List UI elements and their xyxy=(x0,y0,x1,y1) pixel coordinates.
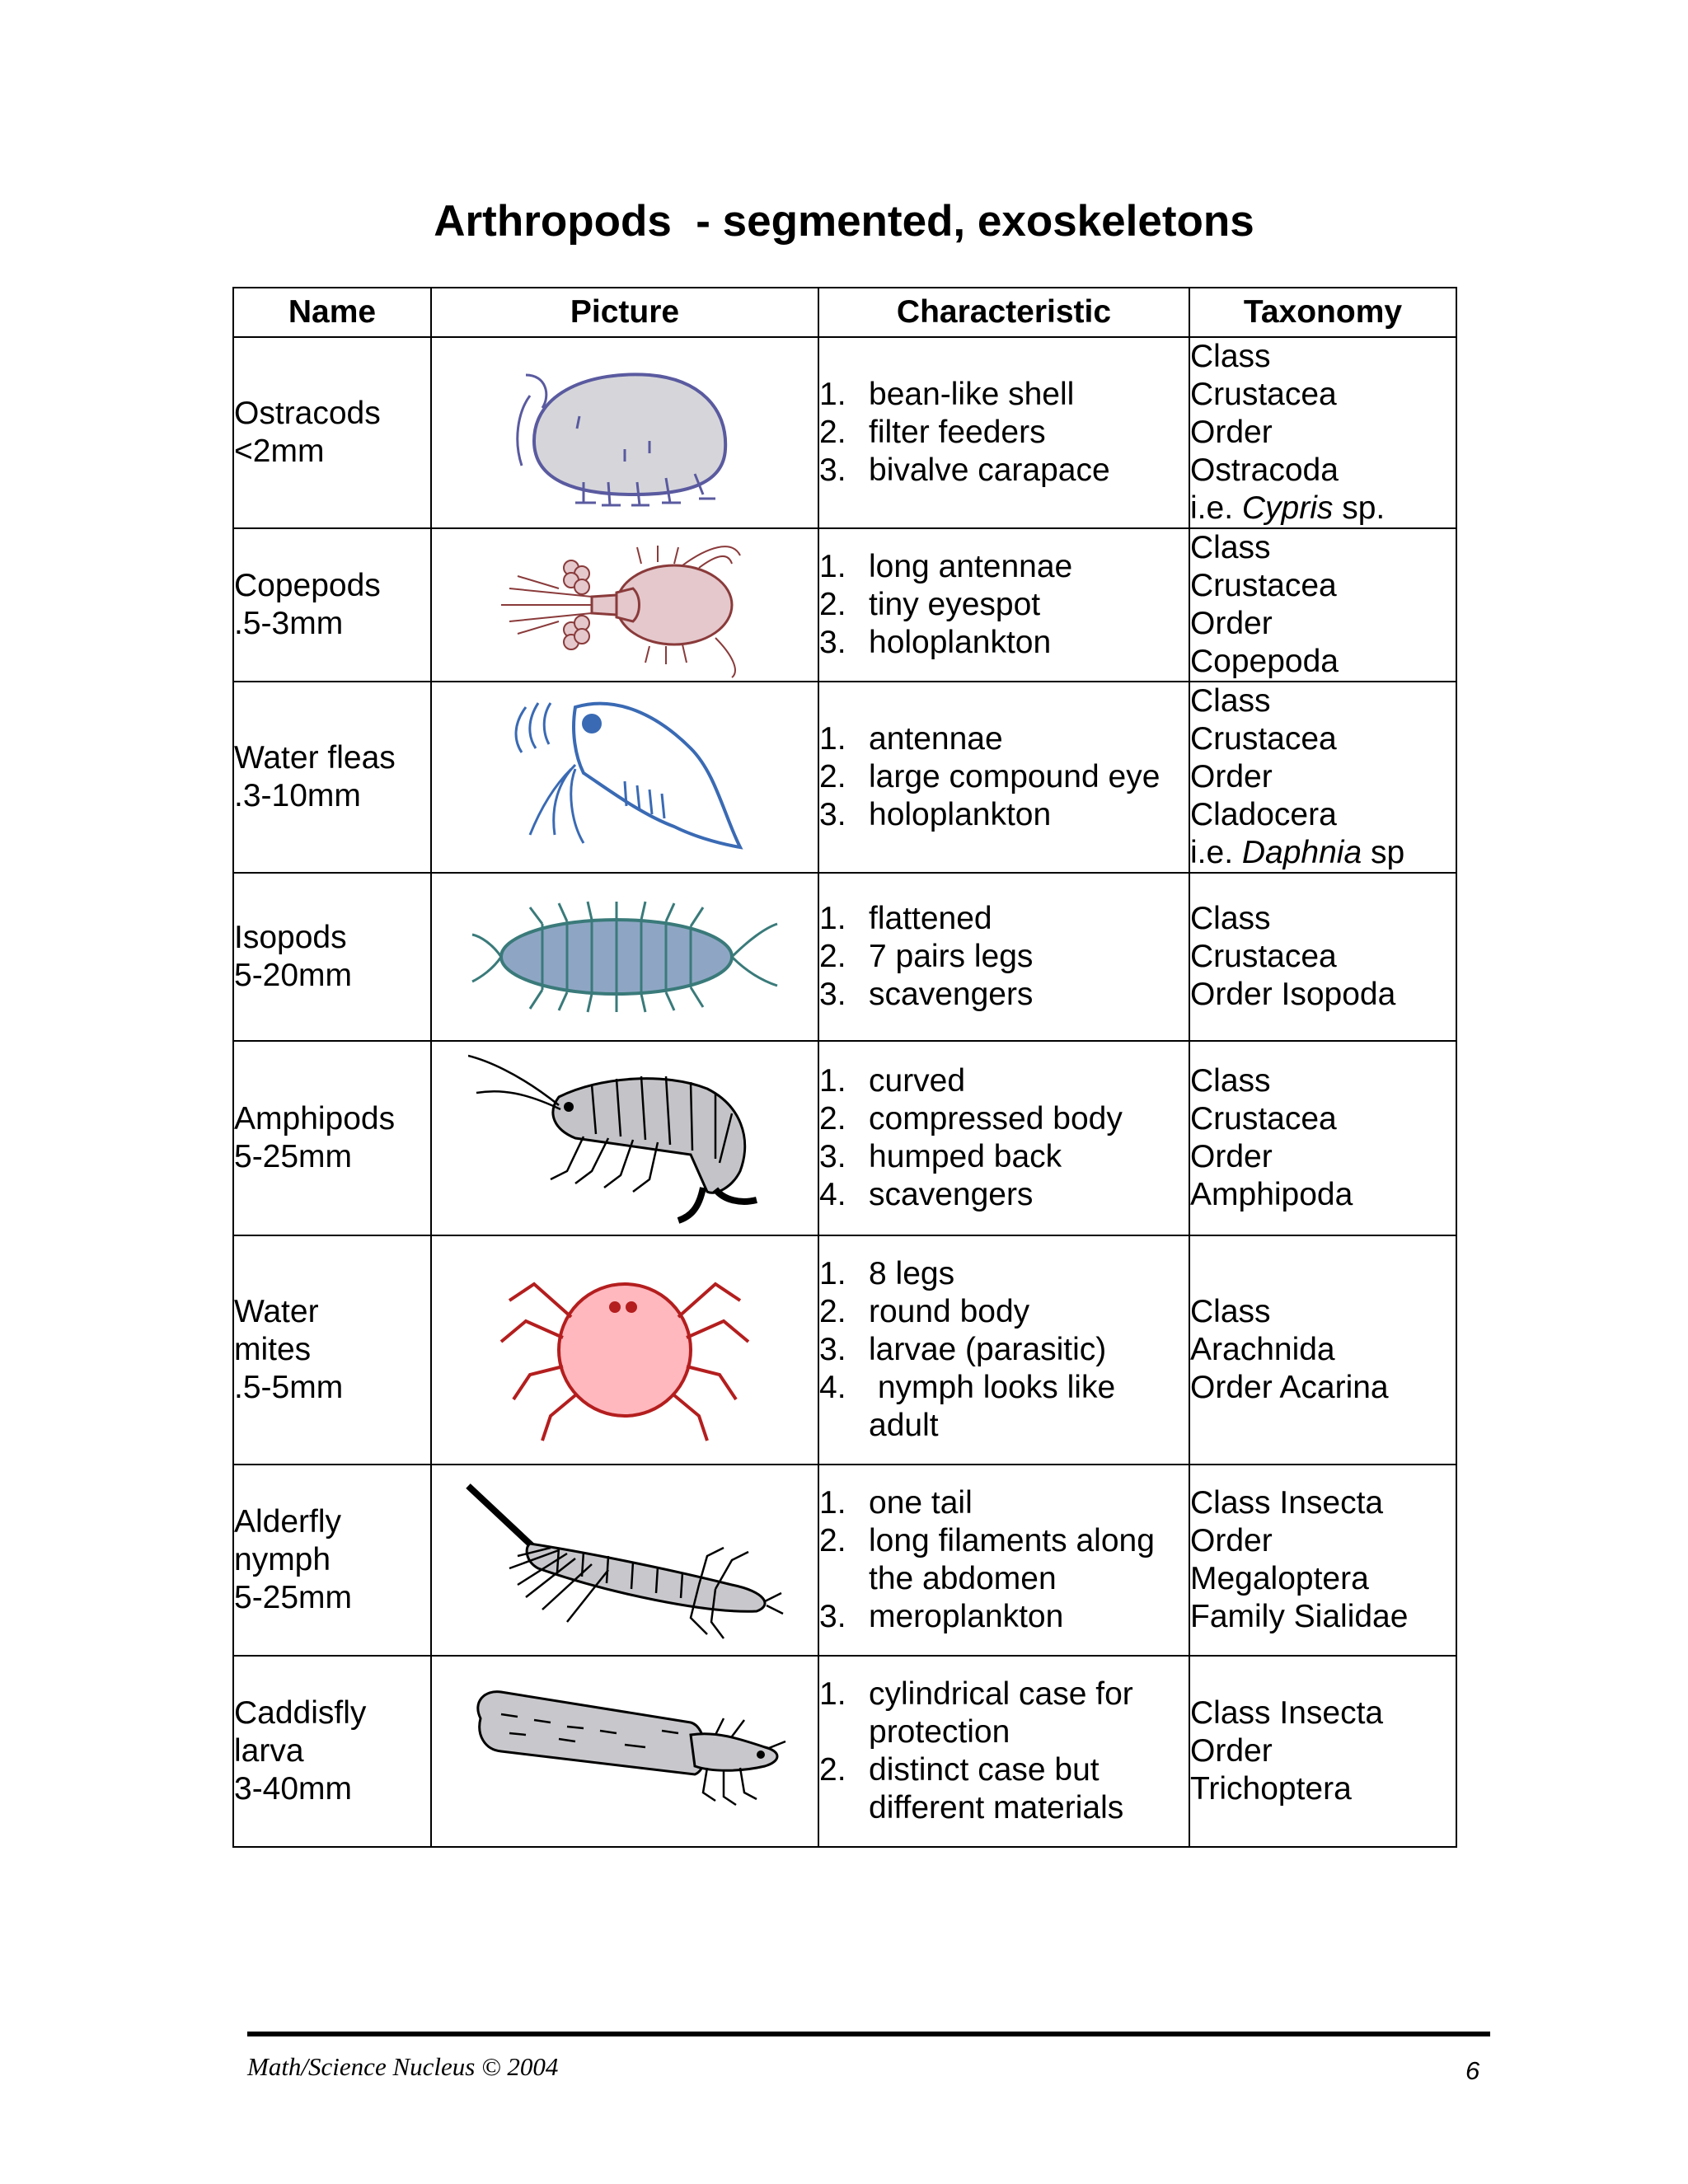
characteristic-item xyxy=(819,1331,1189,1369)
taxonomy-line: Class xyxy=(1190,1294,1271,1329)
name-cell xyxy=(233,1656,431,1847)
name-line: Copepods xyxy=(234,568,381,603)
page-title: Arthropods - segmented, exoskeletons xyxy=(434,197,1254,246)
footer-rule xyxy=(247,2032,1490,2036)
taxonomy-line: Order xyxy=(1190,1139,1273,1174)
item-number: 2. xyxy=(819,939,846,974)
taxonomy-cell xyxy=(1189,1656,1456,1847)
name-line: Ostracods xyxy=(234,396,381,431)
item-number: 1. xyxy=(819,901,846,936)
item-number: 1. xyxy=(819,721,846,757)
item-number: 1. xyxy=(819,549,846,584)
taxonomy-line: Class xyxy=(1190,901,1271,936)
item-number: 3. xyxy=(819,977,846,1012)
characteristic-item xyxy=(819,1522,1189,1598)
picture-cell xyxy=(431,873,818,1041)
example-genus-name: Daphnia xyxy=(1241,835,1362,870)
taxonomy-cell xyxy=(1189,337,1456,528)
taxonomy-line: Family Sialidae xyxy=(1190,1599,1409,1634)
item-text: bean-like shell xyxy=(869,377,1075,412)
name-line: <2mm xyxy=(234,434,325,469)
characteristic-item xyxy=(819,720,1189,758)
characteristic-item xyxy=(819,796,1189,834)
item-number: 2. xyxy=(819,587,846,622)
taxonomy-line: Trichoptera xyxy=(1190,1771,1352,1807)
item-number: 4. xyxy=(819,1177,846,1212)
characteristic-item xyxy=(819,1369,1189,1445)
taxonomy-cell xyxy=(1189,682,1456,873)
taxonomy-line: Amphipoda xyxy=(1190,1177,1353,1212)
item-text: cylindrical case for protection xyxy=(869,1676,1142,1750)
name-line: Caddisfly xyxy=(234,1695,367,1731)
isopod-drawing xyxy=(468,895,781,1019)
ostracod-drawing xyxy=(501,350,748,515)
item-number: 3. xyxy=(819,797,846,832)
picture-cell xyxy=(431,1041,818,1235)
page-number: 6 xyxy=(1465,2056,1480,2085)
taxonomy-line: Cladocera xyxy=(1190,797,1337,832)
taxonomy-line: Ostracoda xyxy=(1190,452,1339,488)
name-cell xyxy=(233,873,431,1041)
item-text: nymph looks like adult xyxy=(869,1370,1124,1443)
characteristic-item xyxy=(819,1138,1189,1176)
picture-cell xyxy=(431,528,818,682)
example-suffix: sp xyxy=(1362,835,1405,870)
item-text: tiny eyespot xyxy=(869,587,1041,622)
item-number: 3. xyxy=(819,1599,846,1634)
characteristic-item xyxy=(819,1598,1189,1636)
table-row xyxy=(233,1656,1456,1847)
characteristic-cell xyxy=(818,337,1189,528)
taxonomy-line: Copepoda xyxy=(1190,644,1339,679)
arthropod-table xyxy=(232,287,1457,1848)
item-number: 4. xyxy=(819,1370,846,1405)
footer-publisher: Math/Science Nucleus © 2004 xyxy=(247,2052,559,2081)
example-prefix: i.e. xyxy=(1190,835,1242,870)
item-text: one tail xyxy=(869,1485,973,1521)
taxonomy-line: Class Insecta xyxy=(1190,1695,1384,1731)
item-text: large compound eye xyxy=(869,759,1160,794)
example-genus xyxy=(1190,834,1456,872)
taxonomy-cell xyxy=(1189,1235,1456,1465)
header-row xyxy=(233,288,1456,337)
characteristic-item xyxy=(819,976,1189,1014)
taxonomy-cell xyxy=(1189,1041,1456,1235)
taxonomy-cell xyxy=(1189,873,1456,1041)
characteristic-cell xyxy=(818,528,1189,682)
item-text: long filaments along the abdomen xyxy=(869,1523,1164,1596)
item-text: holoplankton xyxy=(869,797,1052,832)
item-text: scavengers xyxy=(869,977,1034,1012)
name-cell xyxy=(233,1041,431,1235)
name-line: Water fleas xyxy=(234,740,396,776)
item-text: meroplankton xyxy=(869,1599,1064,1634)
table-row xyxy=(233,682,1456,873)
characteristic-cell xyxy=(818,1041,1189,1235)
item-text: scavengers xyxy=(869,1177,1034,1212)
amphipod-drawing xyxy=(468,1047,781,1229)
name-line: .5-3mm xyxy=(234,606,344,641)
characteristic-cell xyxy=(818,1235,1189,1465)
alderfly-nymph-drawing xyxy=(460,1469,790,1651)
item-text: 7 pairs legs xyxy=(869,939,1034,974)
item-text: bivalve carapace xyxy=(869,452,1110,488)
header-picture: Picture xyxy=(431,288,818,337)
name-line: nymph xyxy=(234,1542,331,1577)
taxonomy-line: Class Insecta xyxy=(1190,1485,1384,1521)
taxonomy-line: Crustacea xyxy=(1190,939,1337,974)
name-cell xyxy=(233,682,431,873)
characteristic-item xyxy=(819,586,1189,624)
taxonomy-line: Order xyxy=(1190,415,1273,450)
water-flea-drawing xyxy=(493,691,757,864)
taxonomy-line: Class xyxy=(1190,1063,1271,1099)
characteristic-item xyxy=(819,1675,1189,1751)
item-number: 3. xyxy=(819,452,846,488)
item-text: curved xyxy=(869,1063,966,1099)
header-characteristic: Characteristic xyxy=(818,288,1189,337)
taxonomy-line: Arachnida xyxy=(1190,1332,1335,1367)
header-taxonomy: Taxonomy xyxy=(1189,288,1456,337)
taxonomy-cell xyxy=(1189,528,1456,682)
taxonomy-line: Crustacea xyxy=(1190,1101,1337,1137)
item-number: 2. xyxy=(819,1294,846,1329)
item-number: 3. xyxy=(819,1332,846,1367)
water-mite-drawing xyxy=(493,1251,757,1449)
item-number: 2. xyxy=(819,415,846,450)
item-number: 1. xyxy=(819,1676,846,1712)
item-number: 1. xyxy=(819,377,846,412)
item-number: 1. xyxy=(819,1256,846,1291)
picture-cell xyxy=(431,1465,818,1656)
name-line: .3-10mm xyxy=(234,778,361,813)
characteristic-item xyxy=(819,900,1189,938)
taxonomy-line: Order xyxy=(1190,1733,1273,1769)
caddisfly-larva-drawing xyxy=(460,1669,790,1834)
example-suffix: sp. xyxy=(1333,490,1386,526)
characteristic-item xyxy=(819,414,1189,452)
name-line: Alderfly xyxy=(234,1504,342,1540)
characteristic-item xyxy=(819,1100,1189,1138)
name-line: Amphipods xyxy=(234,1101,396,1137)
table-row xyxy=(233,1041,1456,1235)
name-cell xyxy=(233,528,431,682)
picture-cell xyxy=(431,337,818,528)
name-cell xyxy=(233,1465,431,1656)
name-line: 5-25mm xyxy=(234,1580,353,1615)
example-prefix: i.e. xyxy=(1190,490,1242,526)
taxonomy-line: Order xyxy=(1190,1523,1273,1558)
name-cell xyxy=(233,337,431,528)
item-number: 2. xyxy=(819,1101,846,1137)
taxonomy-line: Order xyxy=(1190,759,1273,794)
item-text: filter feeders xyxy=(869,415,1046,450)
characteristic-item xyxy=(819,548,1189,586)
table-row xyxy=(233,1235,1456,1465)
taxonomy-line: Order Isopoda xyxy=(1190,977,1396,1012)
characteristic-item xyxy=(819,624,1189,662)
name-line: mites xyxy=(234,1332,312,1367)
taxonomy-line: Order xyxy=(1190,606,1273,641)
table-row xyxy=(233,528,1456,682)
item-number: 3. xyxy=(819,1139,846,1174)
characteristic-item xyxy=(819,452,1189,490)
item-text: holoplankton xyxy=(869,625,1052,660)
taxonomy-line: Crustacea xyxy=(1190,721,1337,757)
picture-cell xyxy=(431,1656,818,1847)
characteristic-cell xyxy=(818,1656,1189,1847)
name-cell xyxy=(233,1235,431,1465)
characteristic-cell xyxy=(818,873,1189,1041)
taxonomy-line: Class xyxy=(1190,530,1271,565)
item-text: antennae xyxy=(869,721,1003,757)
item-number: 2. xyxy=(819,1523,846,1558)
taxonomy-line: Crustacea xyxy=(1190,568,1337,603)
item-text: long antennae xyxy=(869,549,1073,584)
characteristic-cell xyxy=(818,1465,1189,1656)
item-text: distinct case but different materials xyxy=(869,1752,1124,1825)
item-text: flattened xyxy=(869,901,992,936)
item-text: 8 legs xyxy=(869,1256,955,1291)
taxonomy-line: Class xyxy=(1190,339,1271,374)
characteristic-cell xyxy=(818,682,1189,873)
name-line: 5-20mm xyxy=(234,958,353,993)
characteristic-item xyxy=(819,1751,1189,1827)
item-number: 1. xyxy=(819,1063,846,1099)
picture-cell xyxy=(431,682,818,873)
characteristic-item xyxy=(819,1062,1189,1100)
name-line: larva xyxy=(234,1733,304,1769)
table-row xyxy=(233,1465,1456,1656)
item-text: round body xyxy=(869,1294,1030,1329)
header-name: Name xyxy=(233,288,431,337)
item-text: humped back xyxy=(869,1139,1062,1174)
picture-cell xyxy=(431,1235,818,1465)
taxonomy-cell xyxy=(1189,1465,1456,1656)
item-text: larvae (parasitic) xyxy=(869,1332,1107,1367)
example-genus-name: Cypris xyxy=(1241,490,1334,526)
characteristic-item xyxy=(819,376,1189,414)
taxonomy-line: Megaloptera xyxy=(1190,1561,1369,1596)
name-line: Isopods xyxy=(234,920,347,955)
characteristic-item xyxy=(819,1255,1189,1293)
characteristic-item xyxy=(819,758,1189,796)
item-number: 3. xyxy=(819,625,846,660)
item-number: 2. xyxy=(819,759,846,794)
table-row xyxy=(233,337,1456,528)
taxonomy-line: Order Acarina xyxy=(1190,1370,1389,1405)
characteristic-item xyxy=(819,1484,1189,1522)
table-row xyxy=(233,873,1456,1041)
item-text: compressed body xyxy=(869,1101,1123,1137)
taxonomy-line: Crustacea xyxy=(1190,377,1337,412)
example-genus xyxy=(1190,490,1456,527)
name-line: Water xyxy=(234,1294,319,1329)
name-line: 5-25mm xyxy=(234,1139,353,1174)
characteristic-item xyxy=(819,1293,1189,1331)
item-number: 2. xyxy=(819,1752,846,1788)
copepod-drawing xyxy=(493,531,757,679)
item-number: 1. xyxy=(819,1485,846,1521)
name-line: .5-5mm xyxy=(234,1370,344,1405)
taxonomy-line: Class xyxy=(1190,683,1271,719)
characteristic-item xyxy=(819,1176,1189,1214)
name-line: 3-40mm xyxy=(234,1771,353,1807)
characteristic-item xyxy=(819,938,1189,976)
